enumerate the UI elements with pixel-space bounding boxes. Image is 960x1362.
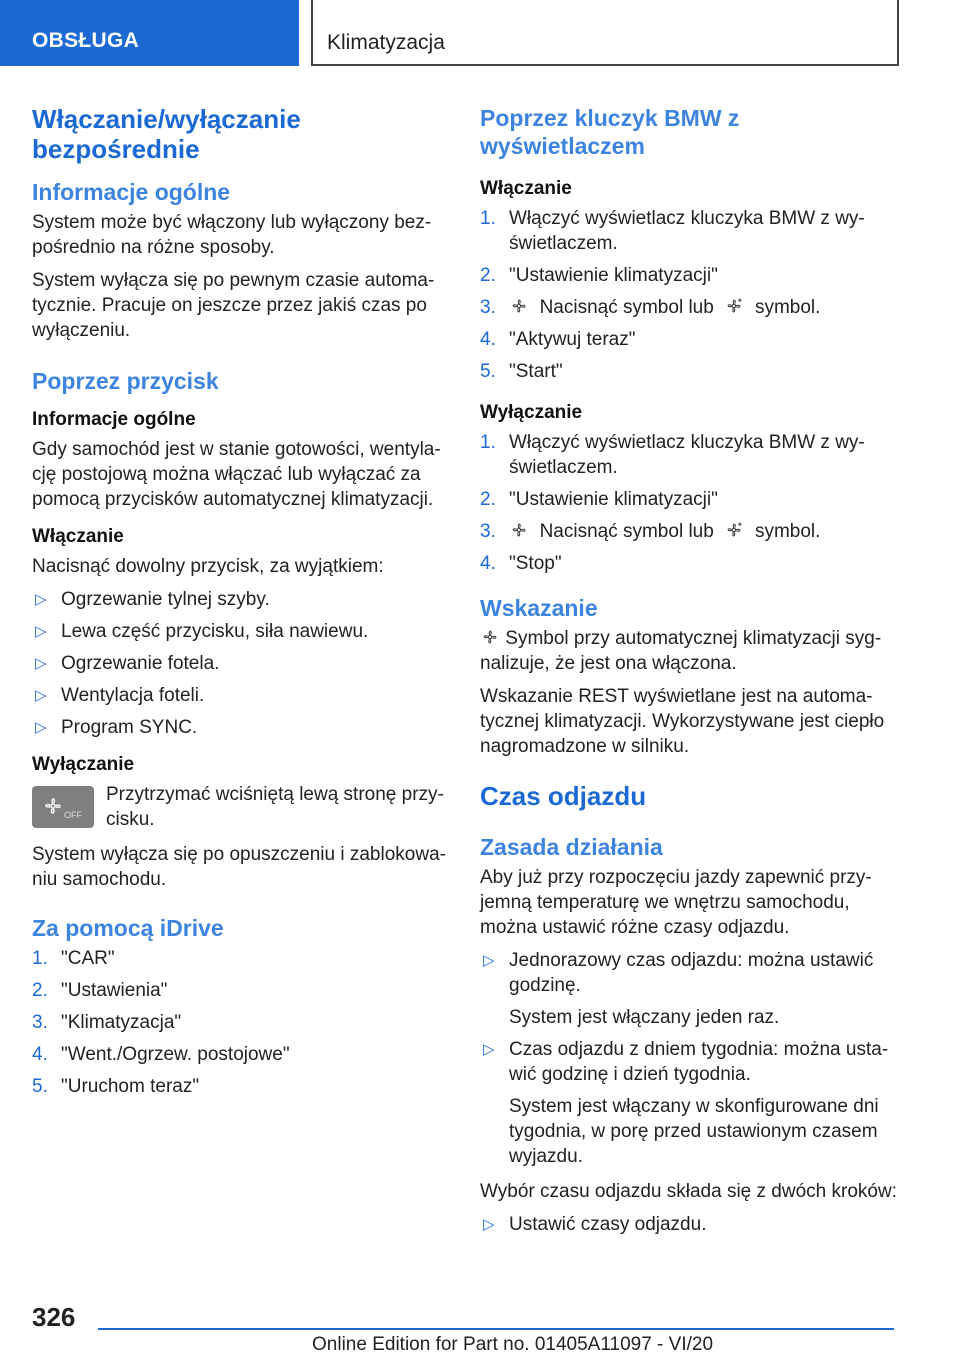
footer-divider [98, 1328, 894, 1330]
list-item: 5. "Start" [480, 361, 563, 382]
fan-icon [509, 520, 529, 540]
heading-indicator: Wskazanie [480, 595, 598, 621]
list-item: ▷ Ustawić czasy odjazdu. [483, 1214, 707, 1235]
subheading-switch-on: Włączanie [32, 526, 124, 547]
triangle-bullet-icon: ▷ [483, 1216, 495, 1233]
subheading-switch-on: Włączanie [480, 178, 572, 199]
heading-bmw-key: Poprzez kluczyk BMW z wyświetlaczem [480, 105, 740, 159]
list-item: 1. Włączyć wyświetlacz kluczyka BMW z wy‐świetlaczem. [480, 432, 865, 478]
paragraph: Gdy samochód jest w stanie gotowości, wentyla‐cję postojową można włączać lub wyłączać za pomocą przycisków automatycznej klimatyzacji. [32, 439, 441, 510]
left-column [32, 100, 452, 1109]
list-item: 3. "Klimatyzacja" [32, 1012, 182, 1033]
right-column [480, 100, 900, 1247]
heading-principle: Zasada działania [480, 834, 663, 860]
list-item: 4. "Stop" [480, 553, 562, 574]
idrive-steps [32, 946, 452, 1099]
heading-by-button: Poprzez przycisk [32, 368, 219, 394]
fan-icon [509, 296, 529, 316]
triangle-bullet-icon: ▷ [35, 687, 47, 704]
paragraph: Wybór czasu odjazdu składa się z dwóch kroków: [480, 1181, 897, 1202]
paragraph: Aby już przy rozpoczęciu jazdy zapewnić przy‐jemną temperaturę we wnętrzu samochodu, można ustawić różne czasy odjazdu. [480, 867, 872, 938]
list-item: 3. Nacisnąć symbol lub symbol. [480, 297, 821, 318]
section-heading-departure: Czas odjazdu [480, 781, 647, 811]
list-item: 3. Nacisnąć symbol lub symbol. [480, 521, 821, 542]
heading-idrive: Za pomocą iDrive [32, 915, 224, 941]
paragraph: System może być włączony lub wyłączony bez‐pośrednio na różne sposoby. [32, 212, 432, 258]
list-item: 1. Włączyć wyświetlacz kluczyka BMW z wy‐świetlaczem. [480, 208, 865, 254]
list-item: 1. "CAR" [32, 948, 115, 969]
paragraph: Nacisnąć dowolny przycisk, za wyjątkiem: [32, 556, 384, 577]
paragraph: Wskazanie REST wyświetlane jest na automa‐tycznej klimatyzacji. Wykorzystywane jest ciepło nagromadzone w silniku. [480, 686, 885, 757]
fan-auto-icon [724, 520, 744, 540]
key-off-steps [480, 430, 900, 576]
list-item: 2. "Ustawienie klimatyzacji" [480, 489, 718, 510]
page-number: 326 [32, 1302, 76, 1332]
paragraph: Symbol przy automatycznej klimatyzacji syg‐nalizuje, że jest ona włączona. [480, 628, 882, 674]
departure-options [480, 948, 900, 1169]
triangle-bullet-icon: ▷ [35, 623, 47, 640]
chapter-tab [311, 0, 899, 66]
triangle-bullet-icon: ▷ [483, 952, 495, 969]
triangle-bullet-icon: ▷ [483, 1041, 495, 1058]
list-item: ▷ Lewa część przycisku, siła nawiewu. [35, 621, 369, 642]
triangle-bullet-icon: ▷ [35, 591, 47, 608]
section-heading-direct: Włączanie/wyłączanie bezpośrednie [32, 104, 301, 164]
steps-list [480, 1212, 900, 1237]
list-item: 4. "Went./Ogrzew. postojowe" [32, 1044, 290, 1065]
key-on-steps [480, 206, 900, 384]
exception-list [32, 587, 452, 740]
paragraph: System wyłącza się po opuszczeniu i zablokowa‐niu samochodu. [32, 844, 446, 890]
subheading-switch-off: Wyłączanie [32, 754, 135, 775]
list-item: ▷ Jednorazowy czas odjazdu: można ustawić godzinę. System jest włączany jeden raz. [483, 950, 874, 1028]
fan-icon [480, 627, 500, 647]
list-item: 4. "Aktywuj teraz" [480, 329, 636, 350]
list-item: 2. "Ustawienie klimatyzacji" [480, 265, 718, 286]
list-item: ▷ Program SYNC. [35, 717, 198, 738]
list-item: ▷ Ogrzewanie fotela. [35, 653, 220, 674]
list-item: ▷ Czas odjazdu z dniem tygodnia: można usta‐wić godzinę i dzień tygodnia. System jest włączany w skonfigurowane dni tygodnia, w porę przed ustawionym czasem wyjazdu. [483, 1039, 889, 1167]
section-title: OBSŁUGA [32, 29, 140, 52]
off-instruction [32, 782, 452, 832]
fan-off-button-icon: OFF [32, 786, 94, 828]
heading-general-info: Informacje ogólne [32, 179, 231, 205]
paragraph: System wyłącza się po pewnym czasie automa‐tycznie. Pracuje on jeszcze przez jakiś czas po wyłączeniu. [32, 270, 435, 341]
triangle-bullet-icon: ▷ [35, 719, 47, 736]
list-item: ▷ Wentylacja foteli. [35, 685, 205, 706]
chapter-title: Klimatyzacja [327, 31, 445, 54]
edition-note: Online Edition for Part no. 01405A11097 - VI/20 [312, 1334, 714, 1355]
section-tab [0, 0, 299, 66]
list-item: 5. "Uruchom teraz" [32, 1076, 200, 1097]
paragraph: Przytrzymać wciśniętą lewą stronę przy‐cisku. [106, 784, 444, 830]
subheading-general-info: Informacje ogólne [32, 409, 196, 430]
fan-auto-icon [724, 296, 744, 316]
list-item: 2. "Ustawienia" [32, 980, 168, 1001]
list-item: ▷ Ogrzewanie tylnej szyby. [35, 589, 270, 610]
subheading-switch-off: Wyłączanie [480, 402, 583, 423]
triangle-bullet-icon: ▷ [35, 655, 47, 672]
